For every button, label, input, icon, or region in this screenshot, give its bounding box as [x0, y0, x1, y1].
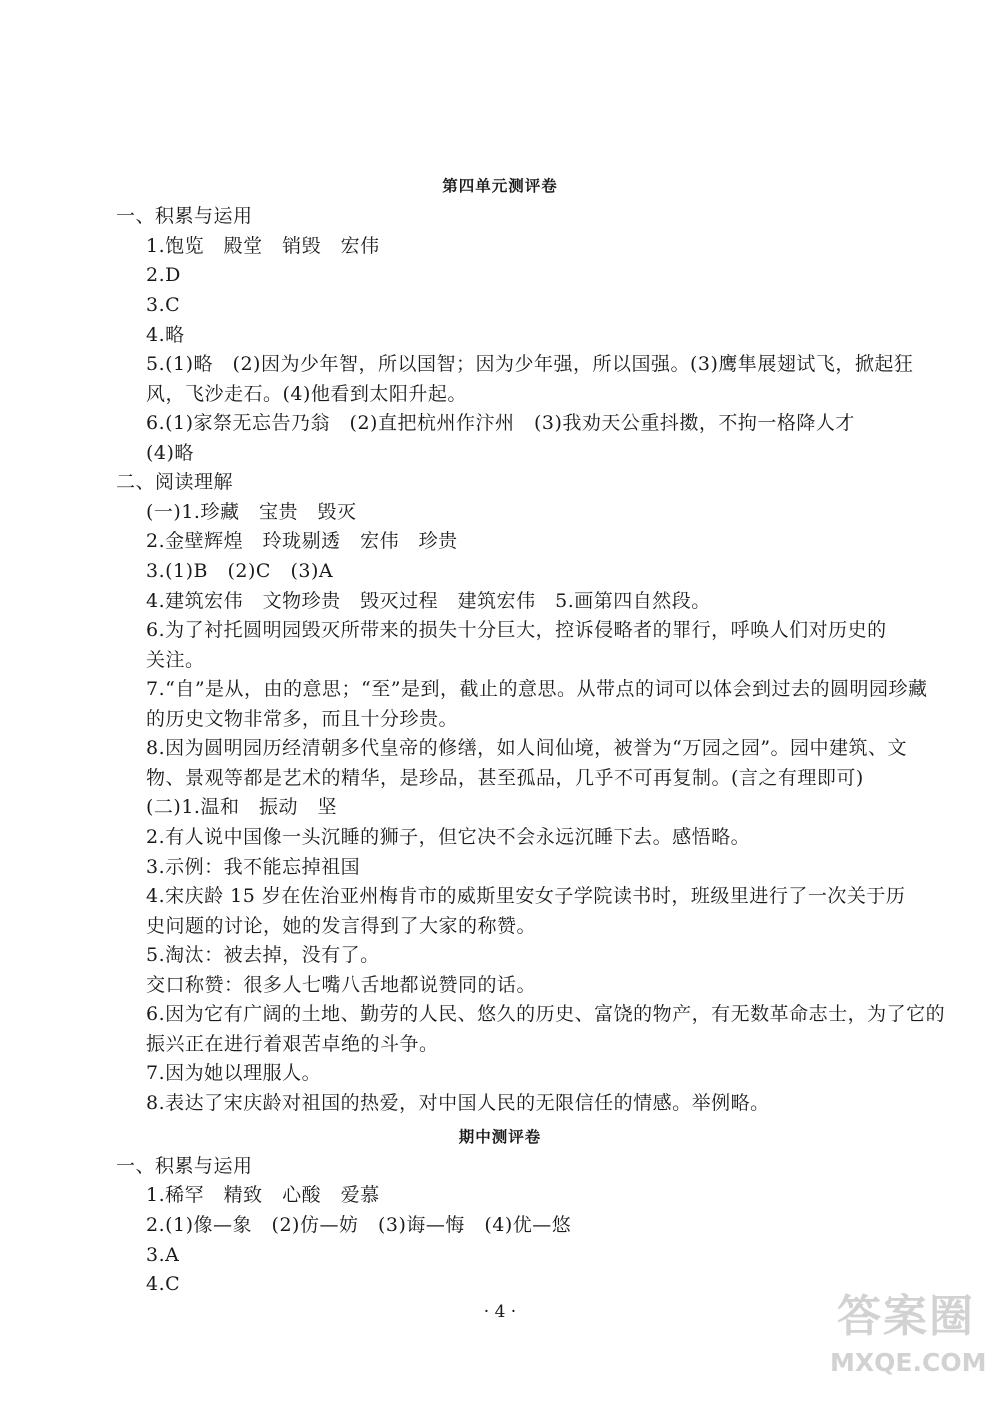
page-number: · 4 · [483, 1302, 517, 1322]
section-heading: 一、积累与运用 [116, 205, 253, 227]
answer-line: 5.淘汰：被去掉，没有了。 [146, 944, 380, 966]
midterm-title: 期中测评卷 [458, 1127, 542, 1146]
watermark-top-text: 答案圈 [837, 1291, 975, 1342]
answer-line: 6.(1)家祭无忘告乃翁 (2)直把杭州作汴州 (3)我劝天公重抖擞，不拘一格降人才 [146, 412, 855, 434]
answer-line: 7.“自”是从，由的意思；“至”是到，截止的意思。从带点的词可以体会到过去的圆明园珍藏 [146, 678, 928, 700]
answer-line: 风，飞沙走石。(4)他看到太阳升起。 [146, 383, 467, 405]
answer-line: 4.宋庆龄 15 岁在佐治亚州梅肯市的威斯里安女子学院读书时，班级里进行了一次关于历 [146, 885, 906, 907]
answer-line: 6.为了衬托圆明园毁灭所带来的损失十分巨大，控诉侵略者的罪行，呼唤人们对历史的 [146, 619, 887, 641]
answer-line: 2.(1)像—象 (2)仿—妨 (3)诲—悔 (4)优—悠 [146, 1214, 572, 1236]
answer-line: (4)略 [146, 442, 194, 464]
answer-line: 2.D [146, 264, 181, 286]
section-heading: 一、积累与运用 [116, 1155, 253, 1177]
answer-line: 6.因为它有广阔的土地、勤劳的人民、悠久的历史、富饶的物产，有无数革命志士，为了它的 [146, 1003, 946, 1025]
answer-line: 1.饱览 殿堂 销毁 宏伟 [146, 235, 380, 257]
answer-line: 4.建筑宏伟 文物珍贵 毁灭过程 建筑宏伟 5.画第四自然段。 [146, 590, 711, 612]
answer-line: (二)1.温和 振动 坚 [146, 796, 337, 818]
answer-line: 振兴正在进行着艰苦卓绝的斗争。 [146, 1033, 439, 1055]
answer-line: (一)1.珍藏 宝贵 毁灭 [146, 501, 357, 523]
answer-line: 4.C [146, 1273, 181, 1295]
answer-line: 1.稀罕 精致 心酸 爱慕 [146, 1184, 380, 1206]
answer-line: 8.因为圆明园历经清朝多代皇帝的修缮，如人间仙境，被誉为“万园之园”。园中建筑、文 [146, 737, 908, 759]
section-heading: 二、阅读理解 [116, 471, 234, 493]
answer-line: 3.C [146, 294, 181, 316]
answer-line: 4.略 [146, 324, 185, 346]
answer-line: 史问题的讨论，她的发言得到了大家的称赞。 [146, 915, 537, 937]
unit4-title: 第四单元测评卷 [442, 176, 558, 195]
answer-line: 关注。 [146, 649, 205, 671]
answer-line: 物、景观等都是艺术的精华，是珍品，甚至孤品，几乎不可再复制。(言之有理即可) [146, 767, 864, 789]
answer-line: 8.表达了宋庆龄对祖国的热爱，对中国人民的无限信任的情感。举例略。 [146, 1092, 770, 1114]
answer-line: 5.(1)略 (2)因为少年智，所以国智；因为少年强，所以国强。(3)鹰隼展翅试飞，掀起狂 [146, 353, 914, 375]
watermark-logo [830, 1287, 987, 1397]
answer-line: 交口称赞：很多人七嘴八舌地都说赞同的话。 [146, 974, 537, 996]
answer-line: 7.因为她以理服人。 [146, 1062, 322, 1084]
answer-line: 3.示例：我不能忘掉祖国 [146, 856, 361, 878]
answer-line: 的历史文物非常多，而且十分珍贵。 [146, 708, 459, 730]
answer-line: 2.有人说中国像一头沉睡的狮子，但它决不会永远沉睡下去。感悟略。 [146, 826, 751, 848]
answer-line: 3.A [146, 1244, 180, 1266]
answer-line: 3.(1)B (2)C (3)A [146, 560, 334, 582]
answer-line: 2.金壁辉煌 玲珑剔透 宏伟 珍贵 [146, 530, 458, 552]
watermark-bottom-text: MXQE.COM [830, 1348, 987, 1377]
